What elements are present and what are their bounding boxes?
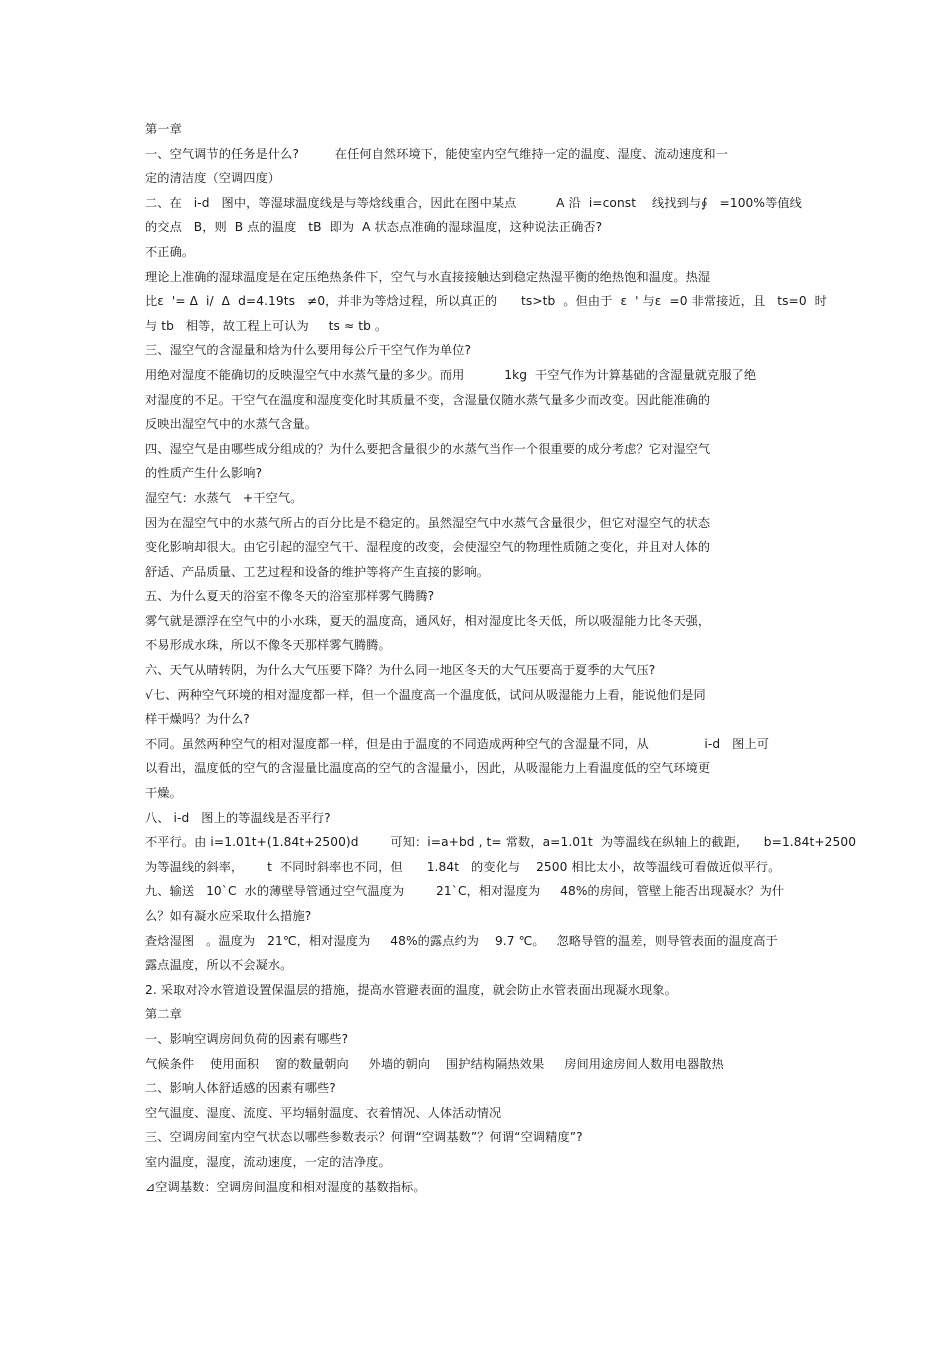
ch2-question-2: 二、影响人体舒适感的因素有哪些? (145, 1081, 336, 1096)
question-2: 二、在 i-d 图中，等湿球温度线是与等焓线重合，因此在图中某点 A 沿 i=const 线找到与∮ =100%等值线 (145, 195, 802, 210)
ch2-answer-3-def: ⊿空调基数：空调房间温度和相对湿度的基数指标。 (145, 1179, 426, 1194)
question-7: √七、两种空气环境的相对湿度都一样，但一个温度高一个温度低，试问从吸湿能力上看，能说他们是同 (145, 687, 706, 702)
question-4: 四、湿空气是由哪些成分组成的？为什么要把含量很少的水蒸气当作一个很重要的成分考虑？它对湿空气 (145, 441, 711, 456)
question-6: 六、天气从晴转阴，为什么大气压要下降？为什么同一地区冬天的大气压要高于夏季的大气压? (145, 663, 656, 678)
ch2-question-3: 三、空调房间室内空气状态以哪些参数表示？何谓“空调基数”？何谓“空调精度”? (145, 1130, 583, 1145)
answer-2: 不正确。 (145, 244, 195, 259)
answer-3: 反映出湿空气中的水蒸气含量。 (145, 417, 318, 432)
answer-7: 以看出，温度低的空气的含湿量比温度高的空气的含湿量小，因此，从吸湿能力上看温度低的空气环境更 (145, 761, 711, 776)
answer-7: 干燥。 (145, 786, 182, 801)
answer-8: 不平行。由 i=1.01t+(1.84t+2500)d 可知：i=a+bd , t= 常数，a=1.01t 为等温线在纵轴上的截距, b=1.84t+2500 (145, 835, 857, 850)
chapter-1-heading: 第一章 (145, 122, 182, 136)
question-2-cont: 的交点 B，则 B 点的温度 tB 即为 A 状态点准确的湿球温度，这种说法正确否? (145, 220, 603, 235)
question-9-cont: 么？如有凝水应采取什么措施? (145, 909, 312, 923)
answer-4-text: 因为在湿空气中的水蒸气所占的百分比是不稳定的。虽然湿空气中水蒸气含量很少，但它对湿空气的状态 (145, 515, 711, 530)
question-7-cont: 样干燥吗？为什么? (145, 712, 250, 727)
question-8: 八、 i-d 图上的等温线是否平行? (145, 810, 331, 825)
question-1: 一、空气调节的任务是什么? 在任何自然环境下，能使室内空气维持一定的温度、湿度、流动速度和一 (145, 146, 728, 161)
question-9: 九、输送 10`C 水的薄壁导管通过空气温度为 21`C，相对湿度为 48%的房间，管壁上能否出现凝水？为什 (145, 884, 785, 899)
answer-5: 不易形成水珠，所以不像冬天那样雾气腾腾。 (145, 638, 391, 653)
answer-9: 露点温度，所以不会凝水。 (145, 958, 293, 973)
document-body (145, 117, 857, 1199)
answer-2-text: 与 tb 相等，故工程上可认为 ts ≈ tb 。 (145, 318, 388, 333)
answer-9-item-2: 2. 采取对冷水管道设置保温层的措施，提高水管避表面的温度，就会防止水管表面出现凝水现象。 (145, 982, 677, 997)
answer-4: 湿空气：水蒸气 +干空气。 (145, 490, 303, 505)
chapter-2-heading: 第二章 (145, 1007, 182, 1022)
answer-9: 查焓湿图 。温度为 21℃，相对湿度为 48%的露点约为 9.7 ℃。 忽略导管的温差，则导管表面的温度高于 (145, 933, 778, 948)
answer-8: 为等温线的斜率， t 不同时斜率也不同，但 1.84t 的变化与 2500 相比太小，故等温线可看做近似平行。 (145, 859, 781, 874)
answer-3: 用绝对湿度不能确切的反映湿空气中水蒸气量的多少。而用 1kg 干空气作为计算基础的含湿量就克服了绝 (145, 367, 757, 382)
answer-7: 不同。虽然两种空气的相对湿度都一样，但是由于温度的不同造成两种空气的含湿量不同，从 i-d 图上可 (145, 736, 770, 751)
answer-3: 对湿度的不足。干空气在温度和湿度变化时其质量不变，含湿量仅随水蒸气量多少而改变。因此能准确的 (145, 392, 711, 407)
answer-2-text: 理论上准确的湿球温度是在定压绝热条件下，空气与水直接接触达到稳定热湿平衡的绝热饱和温度。热湿 (145, 269, 711, 284)
answer-4-text: 舒适、产品质量、工艺过程和设备的维护等将产生直接的影响。 (145, 564, 490, 579)
answer-1: 定的清洁度（空调四度） (145, 171, 281, 186)
answer-2-text: 比ε '= Δ i/ Δ d=4.19ts ≠0，并非为等焓过程，所以真正的 ts>tb 。但由于 ε ' 与ε =0 非常接近，且 ts=0 时 (145, 294, 827, 309)
answer-4-text: 变化影响却很大。由它引起的湿空气干、湿程度的改变，会使湿空气的物理性质随之变化，并且对人体的 (145, 540, 711, 555)
question-5: 五、为什么夏天的浴室不像冬天的浴室那样雾气腾腾? (145, 589, 435, 604)
ch2-answer-1: 气候条件 使用面积 窗的数量朝向 外墙的朝向 围护结构隔热效果 房间用途房间人数用电器散热 (145, 1056, 724, 1071)
question-4-cont: 的性质产生什么影响? (145, 466, 263, 481)
answer-5: 雾气就是漂浮在空气中的小水珠，夏天的温度高，通风好，相对湿度比冬天低，所以吸湿能力比冬天强， (145, 613, 711, 628)
question-3: 三、湿空气的含湿量和焓为什么要用每公斤干空气作为单位? (145, 343, 472, 358)
ch2-answer-3: 室内温度，湿度，流动速度，一定的洁净度。 (145, 1154, 391, 1169)
ch2-answer-2: 空气温度、湿度、流度、平均辐射温度、衣着情况、人体活动情况 (145, 1105, 502, 1120)
ch2-question-1: 一、影响空调房间负荷的因素有哪些? (145, 1031, 349, 1046)
